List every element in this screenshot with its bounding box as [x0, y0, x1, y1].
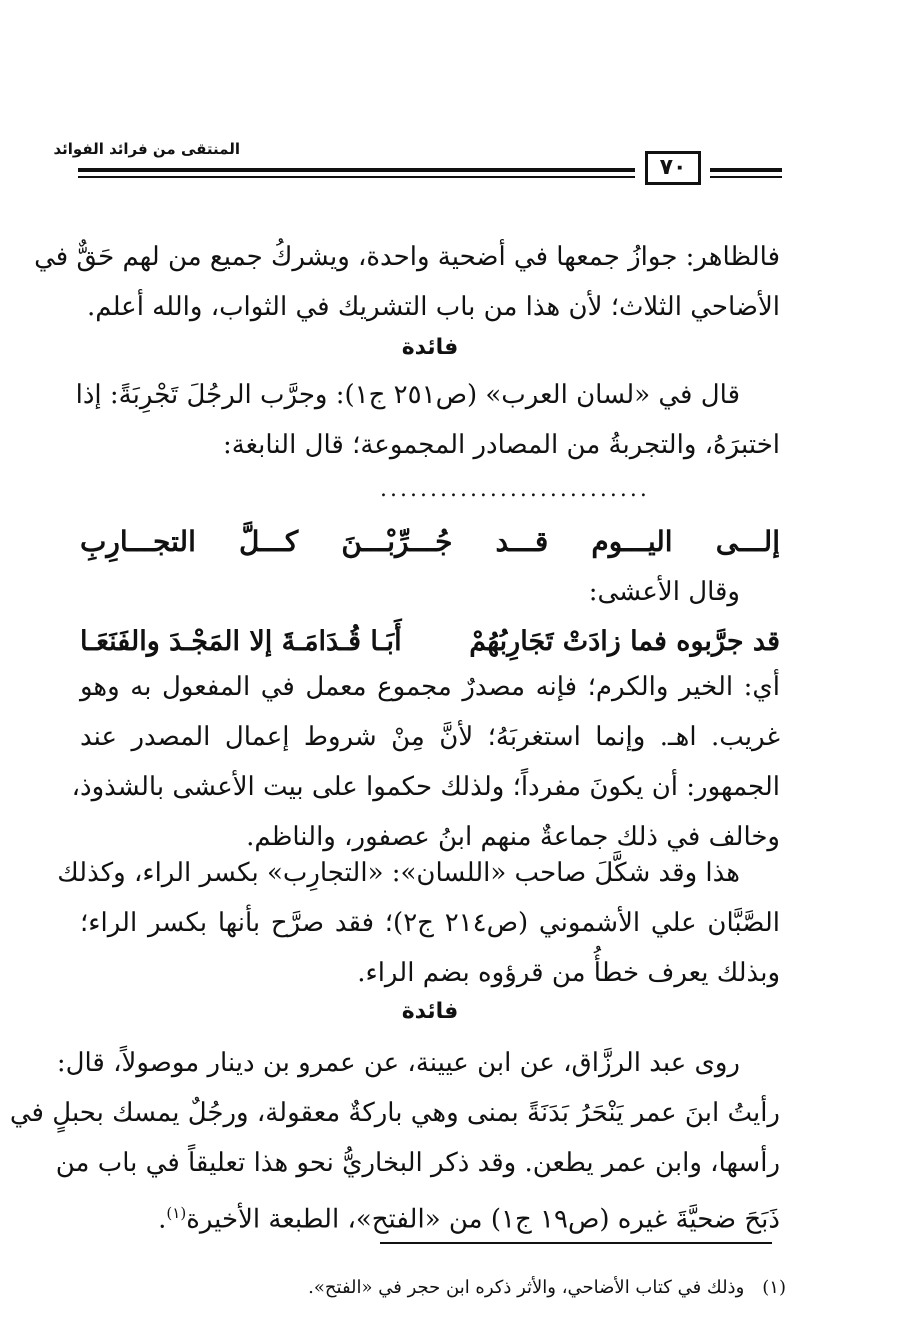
- paragraph-3-line-2: غريب. اهـ. وإنما استغربَهُ؛ لأنَّ مِنْ شروط إعمال المصدر عند: [80, 722, 780, 752]
- paragraph-5-period: .: [158, 1204, 167, 1235]
- paragraph-5: [9, 1038, 780, 1238]
- header-rule-thin: [78, 176, 635, 178]
- paragraph-3-line-1: أي: الخير والكرم؛ فإنه مصدرٌ مجموع معمل في المفعول به وهو: [80, 672, 780, 702]
- verse-nabigha-line: إلـــى اليـــوم قـــد جُـــرِّبْـــنَ كـــلَّ التجـــارِبِ: [80, 525, 780, 558]
- footnote-separator: [380, 1242, 772, 1244]
- footnote-text: وذلك في كتاب الأضاحي، والأثر ذكره ابن حجر في «الفتح».: [308, 1277, 745, 1298]
- intro-alasha: وقال الأعشى:: [588, 577, 740, 607]
- page-number: ٧٠: [659, 155, 687, 180]
- verse-alasha: [80, 617, 780, 667]
- heading-faida-1: فائدة: [401, 335, 459, 360]
- footnote-number: (١): [762, 1277, 786, 1298]
- paragraph-5-line-4: [80, 1188, 780, 1238]
- paragraph-4-line-1: هذا وقد شكَّلَ صاحب «اللسان»: «التجارِب» بكسر الراء، وكذلك: [57, 858, 740, 888]
- header-rule-right-thick: [710, 168, 782, 172]
- paragraph-5-line-4-text: ذَبَحَ ضحيَّةَ غيره (ص١٩ ج١) من «الفتح»، الطبعة الأخيرة: [186, 1204, 780, 1235]
- paragraph-5-line-2: رأيتُ ابنَ عمر يَنْحَرُ بَدَنَةً بمنى وهي باركةٌ معقولة، ورجُلٌ يمسك بحبلٍ في: [9, 1098, 780, 1128]
- header-rule-right-thin: [710, 176, 782, 178]
- verse-nabigha: [80, 517, 780, 567]
- paragraph-4: [57, 848, 780, 998]
- paragraph-3: [71, 662, 780, 862]
- paragraph-2-line-2: اختبرَهُ، والتجربةُ من المصادر المجموعة؛ قال النابغة:: [222, 430, 780, 460]
- paragraph-1-line-2: الأضاحي الثلاث؛ لأن هذا من باب التشريك في الثواب، والله أعلم.: [87, 292, 780, 322]
- verse-alasha-first-hemistich: قد جرَّبوه فما زادَتْ تَجَارِبُهُمْ: [469, 626, 780, 657]
- paragraph-2-line-1: قال في «لسان العرب» (ص٢٥١ ج١): وجرَّب الرجُلَ تَجْرِبَةً: إذا: [75, 380, 740, 410]
- intro-alasha-block: [80, 567, 780, 617]
- verse-alasha-second-hemistich: أَبَـا قُـدَامَـةَ إلا المَجْـدَ والفَنَعَـا: [80, 626, 402, 657]
- paragraph-4-line-3: وبذلك يعرف خطأُ من قرؤوه بضم الراء.: [357, 958, 780, 988]
- page-number-box: [645, 151, 701, 185]
- running-header-title: المنتقى من فرائد الفوائد: [53, 140, 240, 158]
- paragraph-1-line-1: فالظاهر: جوازُ جمعها في أضحية واحدة، ويشركُ جميع من لهم حَقٌّ في: [34, 242, 780, 272]
- paragraph-2: [75, 370, 780, 470]
- paragraph-3-line-4: وخالف في ذلك جماعةٌ منهم ابنُ عصفور، والناظم.: [246, 822, 780, 852]
- verse-ellipsis: ...........................: [380, 477, 650, 502]
- paragraph-4-line-2: الصَّبَّان علي الأشموني (ص٢١٤ ج٢)؛ فقد صرَّح بأنها بكسر الراء؛: [80, 908, 780, 938]
- paragraph-1: [34, 232, 780, 332]
- header-rule-thick: [78, 168, 635, 172]
- footnote-reference[interactable]: (١): [166, 1204, 187, 1222]
- paragraph-3-line-3: الجمهور: أن يكونَ مفرداً؛ ولذلك حكموا على بيت الأعشى بالشذوذ،: [71, 772, 780, 802]
- footnote: [230, 1268, 786, 1308]
- paragraph-5-line-3: رأسها، وابن عمر يطعن. وقد ذكر البخاريُّ نحو هذا تعليقاً في باب من: [55, 1148, 780, 1178]
- heading-faida-2: فائدة: [401, 999, 459, 1024]
- paragraph-5-line-1: روى عبد الرزَّاق، عن ابن عيينة، عن عمرو بن دينار موصولاً، قال:: [56, 1048, 740, 1078]
